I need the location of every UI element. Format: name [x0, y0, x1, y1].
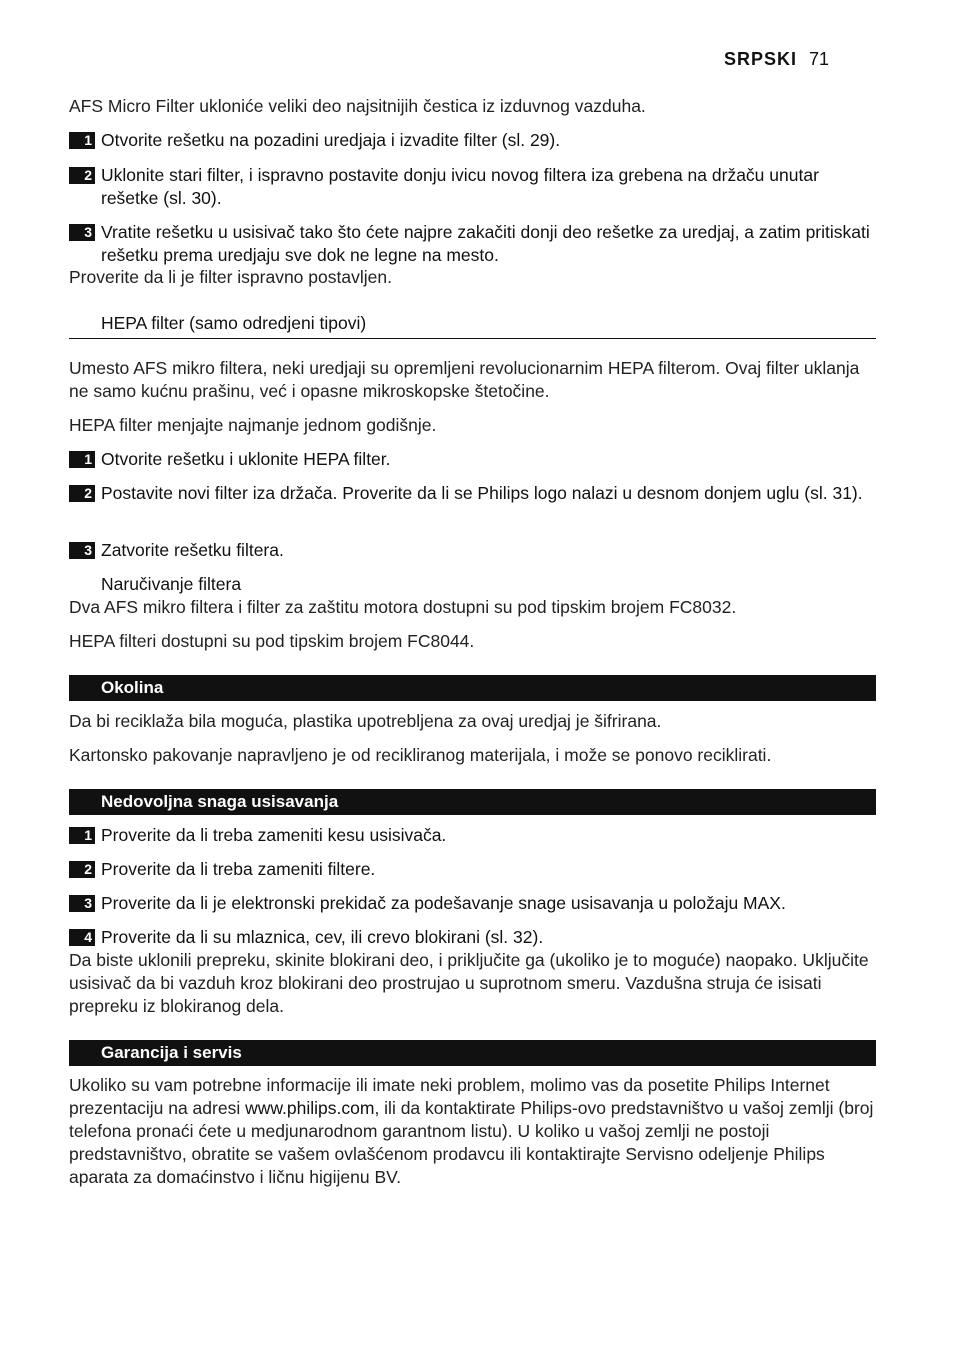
hepa-step-3 — [69, 539, 876, 562]
step-number: 3 — [69, 224, 95, 241]
environment-paragraph-2: Kartonsko pakovanje napravljeno je od recikliranog materijala, i može se ponovo reciklirati. — [69, 745, 772, 765]
hepa-paragraph-2: HEPA filter menjajte najmanje jednom godišnje. — [69, 415, 437, 435]
suction-step-1 — [69, 824, 876, 847]
hepa-paragraph-1: Umesto AFS mikro filtera, neki uredjaji su opremljeni revolucionarnim HEPA filterom. Ovaj filter uklanja ne samo kućnu prašinu, već i opasne mikroskopske štetočine. — [69, 358, 860, 401]
afs-step-1 — [69, 129, 876, 152]
page-header — [724, 49, 829, 70]
language-label: SRPSKI — [724, 49, 798, 69]
suction-step-4 — [69, 926, 876, 949]
step-number: 1 — [69, 827, 95, 844]
step-text: Uklonite stari filter, i ispravno postavite donju ivicu novog filtera iza grebena na držaču unutar rešetke (sl. 30). — [101, 165, 819, 208]
step-text: Otvorite rešetku na pozadini uredjaja i izvadite filter (sl. 29). — [101, 130, 561, 150]
afs-check-text: Proverite da li je filter ispravno postavljen. — [69, 267, 392, 287]
suction-heading: Nedovoljna snaga usisavanja — [69, 789, 876, 815]
section-divider — [69, 338, 876, 339]
suction-step-2 — [69, 858, 876, 881]
afs-step-3 — [69, 221, 876, 267]
ordering-paragraph-2: HEPA filteri dostupni su pod tipskim brojem FC8044. — [69, 631, 475, 651]
step-text: Vratite rešetku u usisivač tako što ćete najpre zakačiti donji deo rešetke za uredjaj, a zatim pritiskati rešetku prema uredjaju sve dok ne legne na mesto. — [101, 222, 870, 265]
afs-step-2 — [69, 164, 876, 210]
step-number: 4 — [69, 929, 95, 946]
step-number: 1 — [69, 451, 95, 468]
ordering-paragraph-1: Dva AFS mikro filtera i filter za zaštitu motora dostupni su pod tipskim brojem FC8032. — [69, 597, 737, 617]
hepa-heading: HEPA filter (samo odredjeni tipovi) — [101, 313, 367, 333]
step-number: 3 — [69, 542, 95, 559]
intro-paragraph: AFS Micro Filter ukloniće veliki deo najsitnijih čestica iz izduvnog vazduha. — [69, 96, 646, 116]
step-text: Proverite da li treba zameniti filtere. — [101, 859, 376, 879]
environment-paragraph-1: Da bi reciklaža bila moguća, plastika upotrebljena za ovaj uredjaj je šifrirana. — [69, 711, 662, 731]
step-text: Postavite novi filter iza držača. Proverite da li se Philips logo nalazi u desnom donjem uglu (sl. 31). — [101, 483, 863, 503]
step-number: 2 — [69, 861, 95, 878]
environment-heading: Okolina — [69, 675, 876, 701]
step-text: Otvorite rešetku i uklonite HEPA filter. — [101, 449, 391, 469]
step-number: 3 — [69, 895, 95, 912]
hepa-step-2 — [69, 482, 876, 505]
ordering-heading: Naručivanje filtera — [101, 574, 242, 594]
philips-website-link[interactable]: www.philips.com — [245, 1098, 375, 1118]
step-text: Proverite da li su mlaznica, cev, ili crevo blokirani (sl. 32). — [101, 927, 544, 947]
warranty-paragraph — [69, 1074, 876, 1189]
suction-step-3 — [69, 892, 876, 915]
suction-note: Da biste uklonili prepreku, skinite blokirani deo, i priključite ga (ukoliko je to moguće) naopako. Uključite usisivač da bi vazduh kroz blokirani deo prostrujao u suprotnom smeru. Vazdušna struja će isisati prepreku iz blokiranog dela. — [69, 950, 869, 1016]
step-text: Zatvorite rešetku filtera. — [101, 540, 284, 560]
warranty-heading: Garancija i servis — [69, 1040, 876, 1066]
step-text: Proverite da li je elektronski prekidač za podešavanje snage usisavanja u položaju MAX. — [101, 893, 786, 913]
step-number: 2 — [69, 167, 95, 184]
hepa-step-1 — [69, 448, 876, 471]
warranty-text-end: , ili da kontaktirate Philips-ovo predstavništvo u vašoj zemlji (broj telefona pronaći ćete u medjunarodnom garantnom listu). U koliko u vašoj zemlji ne postoji predstavništvo, obratite se vašem ovlašćenom prodavcu ili kontaktirajte Servisno odeljenje Philips aparata za domaćinstvo i ličnu higijenu BV. — [69, 1098, 874, 1187]
step-number: 1 — [69, 132, 95, 149]
warranty-text-start: Ukoliko su vam potrebne informacije ili imate neki problem, molimo vas da posetite Philips Internet prezentaciju na adresi — [69, 1075, 830, 1118]
page-number: 71 — [809, 49, 830, 69]
step-number: 2 — [69, 485, 95, 502]
step-text: Proverite da li treba zameniti kesu usisivača. — [101, 825, 447, 845]
